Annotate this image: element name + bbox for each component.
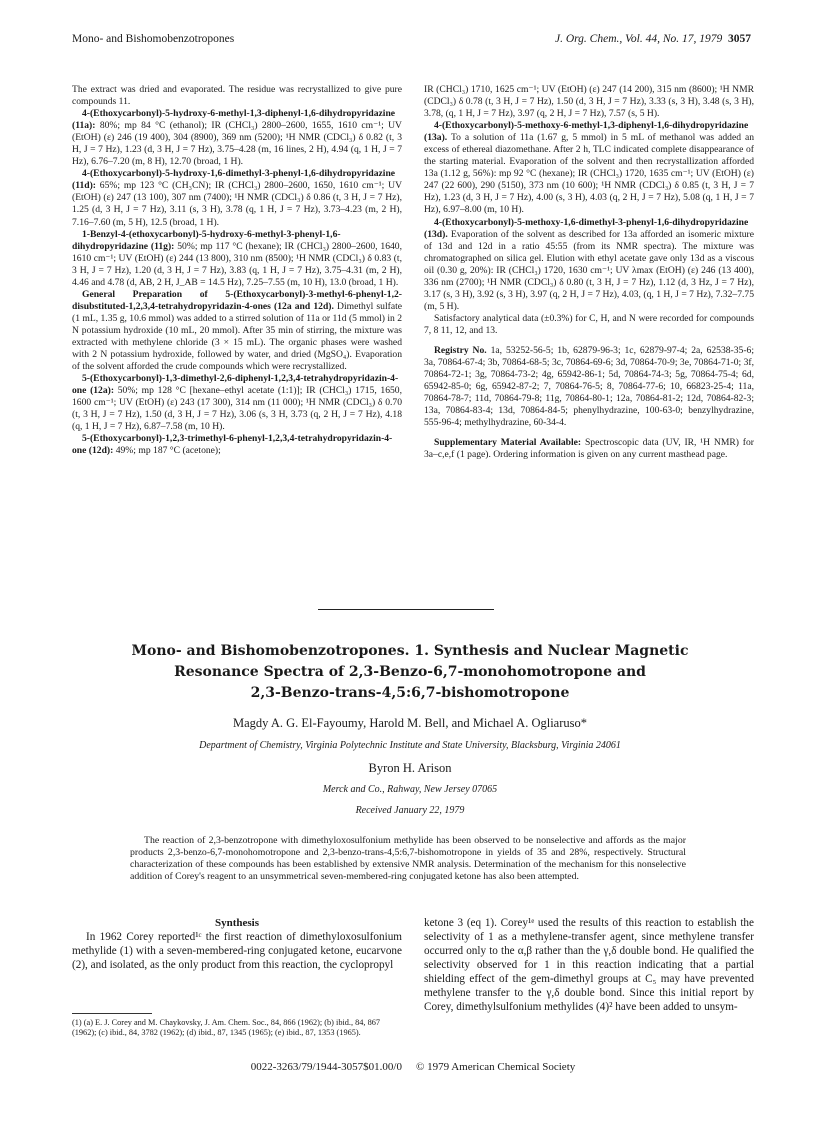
footnote: (1) (a) E. J. Corey and M. Chaykovsky, J. Am. Chem. Soc., 84, 866 (1962); (b) ibid., 84, 867 (1962); (c) ibid., 84, 3782 (1962); (d) ibid., 87, 1345 (1965); (e) ibid., 87, 1353 (1965). bbox=[72, 1018, 381, 1038]
paragraph-text: 50%; mp 117 °C (hexane); IR (CHCl₃) 2800–2600, 1640, 1610 cm⁻¹; UV (EtOH) (ε) 244 (13 800), 310 nm (8500); ¹H NMR (CDCl₃) δ 0.83 (t, 3 H, J = 7 Hz), 1.20 (d, 3 H, J = 7 Hz), 3.83 (q, 1 H, J = 7 Hz), 3.75–4.31 (m, 2 H), 4.46 and 4.78 (d, AB, 2 H, J_AB = 14.5 Hz), 7.25–7.55 (m, 10 H), 13.0 (broad, 1 H). bbox=[72, 240, 402, 288]
paragraph bbox=[72, 289, 402, 373]
abstract: The reaction of 2,3-benzotropone with dimethyloxosulfonium methylide has been observed to be nonselective and affords as the major products 2,3-benzo-6,7-monohomotropone and 2,3-benzo-trans-4,5:6,7-bishomotropone in yields of 35 and 28%, respectively. Structural characterization of these compounds has been established by extensive NMR analysis. Determination of the mechanism for this nonselective addition of Corey's reagent to an unsymmetrical seven-membered-ring conjugated ketone has also been attempted. bbox=[130, 835, 686, 882]
paragraph-text: Dimethyl sulfate (1 mL, 1.35 g, 10.6 mmol) was added to a stirred solution of 11a or 11d (5 mmol) in 2 N potassium hydroxide (10 mL, 20 mmol). After 35 min of stirring, the mixture was extracted with methylene chloride (3 × 15 mL). The organic phases were washed with 2 N potassium hydroxide, followed by water, and dried (MgSO₄). Evaporation of the solvent afforded the crude compounds which were recrystallized. bbox=[72, 300, 402, 373]
body-text-left: In 1962 Corey reported¹ᶜ the first reaction of dimethyloxosulfonium methylide (1) with a seven-membered-ring conjugated ketone, eucarvone (2), and isolated, as the only product from this reaction, the cyclopropyl bbox=[72, 931, 402, 971]
body-text-right: ketone 3 (eq 1). Corey¹ᵉ used the results of this reaction to establish the selectivity of 1 as a methylene-transfer agent, since methylene transfer occurred only to the α,β rather than the γ,δ double bond. He qualified the selectivity observed for 1 in this reaction indicating that a partial shielding effect of the gem-dimethyl groups at C₅ may have prevented methylene transfer to the γ,δ double bond. Since this initial report by Corey, dimethylsulfonium methylides (4)² have been added to unsym- bbox=[424, 917, 754, 1013]
paragraph-text: 80%; mp 84 °C (ethanol); IR (CHCl₃) 2800–2600, 1655, 1610 cm⁻¹; UV (EtOH) (ε) 246 (19 400), 304 (8900), 369 nm (5200); ¹H NMR (CDCl₃) δ 0.82 (t, 3 H, J = 7 Hz), 1.23 (d, 3 H, J = 7 Hz), 3.75–4.28 (m, 16 lines, 2 H), 4.94 (q, 1 H, J = 7 Hz), 6.76–7.20 (m, 8 H), 12.70 (broad, 1 H). bbox=[72, 120, 402, 168]
compound-heading: 4-(Ethoxycarbonyl)-5-hydroxy-6-methyl-1,3-diphenyl-1,6-dihydropyridazine (11a): bbox=[72, 108, 396, 132]
article-separator bbox=[318, 609, 494, 610]
compound-heading: 1-Benzyl-4-(ethoxycarbonyl)-5-hydroxy-6-methyl-3-phenyl-1,6-dihydropyridazine (11g): bbox=[72, 228, 341, 252]
copyright: © 1979 American Chemical Society bbox=[415, 1061, 576, 1073]
paragraph bbox=[72, 433, 402, 457]
paragraph-text: IR (CHCl₃) 1710, 1625 cm⁻¹; UV (EtOH) (ε) 247 (14 200), 315 nm (8600); ¹H NMR (CDCl₃) δ 0.78 (t, 3 H, J = 7 Hz), 1.50 (d, 3 H, J = 7 Hz), 3.33 (s, 3 H), 3.48 (s, 3 H), 3.78, (q, 1 H, J = 7 Hz), 3.97 (q, 2 H, J = 7 Hz), 7.57 (s, 5 H). bbox=[424, 84, 754, 120]
second-affiliation: Merck and Co., Rahway, New Jersey 07065 bbox=[322, 784, 498, 795]
supplementary-text: Spectroscopic data (UV, IR, ¹H NMR) for 3a–c,e,f (1 page). Ordering information is given on any current masthead page. bbox=[424, 437, 754, 461]
running-head-title: Mono- and Bishomobenzotropones bbox=[72, 33, 235, 45]
paragraph-text: To a solution of 11a (1.67 g, 5 mmol) in 5 mL of methanol was added an excess of ethereal diazomethane. After 2 h, TLC indicated complete disappearance of the starting material. Evaporation of the solvent and then recrystallization afforded 13a (1.12 g, 56%): mp 92 °C (hexane); IR (CHCl₃) 1720, 1635 cm⁻¹; UV (EtOH) (ε) 247 (22 600), 290 (5150), 373 nm (10 600); ¹H NMR (CDCl₃) δ 0.85 (t, 3 H, J = 7 Hz), 1.23 (d, 3 H, J = 7 Hz), 4.00 (s, 3 H), 4.03 (q, 2 H, J = 7 Hz), 5.08 (q, 1 H, J = 7 Hz), 6.97–8.00 (m, 10 H). bbox=[424, 132, 754, 216]
author-list: Magdy A. G. El-Fayoumy, Harold M. Bell, and Michael A. Ogliaruso* bbox=[232, 716, 587, 730]
page-number: 3057 bbox=[728, 33, 751, 45]
procedure-heading: General Preparation of 5-(Ethoxycarbonyl)-3-methyl-6-phenyl-1,2-disubstituted-1,2,3,4-tetrahydropyridazin-4-ones (12a and 12d). bbox=[72, 288, 402, 312]
registry-numbers bbox=[424, 345, 754, 429]
page-footer bbox=[72, 1061, 754, 1073]
registry-heading: Registry No. bbox=[434, 344, 487, 356]
running-head-journal bbox=[555, 33, 751, 45]
paragraph bbox=[72, 84, 402, 108]
left-experimental-column bbox=[72, 84, 402, 457]
article-title bbox=[120, 641, 700, 704]
compound-heading: 4-(Ethoxycarbonyl)-5-hydroxy-1,6-dimethyl-3-phenyl-1,6-dihydropyridazine (11d): bbox=[72, 168, 396, 192]
article-code: 0022-3263/79/1944-3057$01.00/0 bbox=[250, 1061, 402, 1073]
paragraph bbox=[72, 108, 402, 168]
supplementary-heading: Supplementary Material Available: bbox=[434, 437, 582, 449]
title-line: Mono- and Bishomobenzotropones. 1. Synthesis and Nuclear Magnetic bbox=[131, 643, 689, 659]
paragraph bbox=[72, 229, 402, 289]
paragraph-text: The extract was dried and evaporated. The residue was recrystallized to give pure compounds 11. bbox=[72, 84, 402, 108]
supplementary-material bbox=[424, 437, 754, 461]
title-line: 2,3-Benzo-trans-4,5:6,7-bishomotropone bbox=[250, 685, 570, 701]
compound-heading: 5-(Ethoxycarbonyl)-1,3-dimethyl-2,6-diphenyl-1,2,3,4-tetrahydropyridazin-4-one (12a): bbox=[72, 373, 399, 397]
second-author: Byron H. Arison bbox=[368, 761, 452, 775]
paragraph-text: Satisfactory analytical data (±0.3%) for C, H, and N were recorded for compounds 7, 8 11, 12, and 13. bbox=[424, 312, 754, 336]
affiliation: Department of Chemistry, Virginia Polytechnic Institute and State University, Blacksburg, Virginia 24061 bbox=[199, 740, 621, 751]
paragraph bbox=[424, 120, 754, 216]
paragraph-text: 50%; mp 128 °C [hexane–ethyl acetate (1:1)]; IR (CHCl₃) 1715, 1650, 1600 cm⁻¹; UV (EtOH) (ε) 243 (17 300), 314 nm (11 000); ¹H NMR (CDCl₃) δ 0.70 (t, 3 H, J = 7 Hz), 1.50 (d, 3 H, J = 7 Hz), 3.06 (s, 3 H, 3.73 (q, 2 H, J = 7 Hz), 4.18 (q, 1 H, J = 7 Hz), 6.87–7.58 (m, 10 H). bbox=[72, 385, 402, 433]
footnote-rule bbox=[72, 1013, 152, 1014]
paragraph bbox=[424, 84, 754, 120]
right-experimental-column bbox=[424, 84, 754, 461]
paragraph bbox=[72, 168, 402, 228]
registry-text: 1a, 53252-56-5; 1b, 62879-96-3; 1c, 62879-97-4; 2a, 62538-35-6; 3a, 70864-67-4; 3b, 70864-68-5; 3c, 70864-69-6; 3d, 70864-70-9; 3e, 70864-71-0; 3f, 70864-72-1; 3g, 70864-73-2; 4g, 65942-86-1; 5d, 70864-74-3; 5g, 70864-75-4; 6d, 65942-85-0; 6g, 65942-87-2; 7, 70864-76-5; 8, 70864-77-6; 10, 66823-25-4; 11a, 70864-78-7; 11d, 70864-79-8; 11g, 70864-80-1; 12a, 70864-81-2; 12d, 70864-82-3; 13a, 70864-83-4; 13d, 70864-84-5; phenylhydrazine, 100-63-0; benzylhydrazine, 555-96-4; methylhydrazine, 60-34-4. bbox=[424, 344, 755, 429]
compound-heading: 5-(Ethoxycarbonyl)-1,2,3-trimethyl-6-phenyl-1,2,3,4-tetrahydropyridazin-4-one (12d): bbox=[72, 433, 393, 457]
section-heading: Synthesis bbox=[214, 917, 260, 929]
compound-heading: 4-(Ethoxycarbonyl)-5-methoxy-6-methyl-1,3-diphenyl-1,6-dihydropyridazine (13a). bbox=[424, 120, 749, 144]
paragraph bbox=[424, 217, 754, 313]
paragraph-text: Evaporation of the solvent as described for 13a afforded an isomeric mixture of 13d and 12d in a ratio 45:55 (from its NMR spectra). The mixture was chromatographed on silica gel. Elution with ethyl acetate gave only 13d as a viscous oil (0.30 g, 20%): IR (CHCl₃) 1720, 1630 cm⁻¹; UV λmax (EtOH) (ε) 246 (13 400), 336 nm (2700); ¹H NMR (CDCl₃) δ 0.80 (t, 3 H, J = 7 Hz), 1.12 (d, 3 Hz, J = 7 Hz), 3.17 (s, 3 H), 3.92 (s, 3 H), 3.97 (q, 2 H, J = 7 Hz), 4.03, (q, 1 H, J = 7 Hz), 7.32–7.75 (m, 5 H). bbox=[424, 228, 754, 312]
journal-citation: J. Org. Chem., Vol. 44, No. 17, 1979 bbox=[554, 33, 723, 45]
compound-heading: 4-(Ethoxycarbonyl)-5-methoxy-1,6-dimethyl-3-phenyl-1,6-dihydropyridazine (13d). bbox=[424, 216, 749, 240]
paragraph-text: 65%; mp 123 °C (CH₃CN); IR (CHCl₃) 2800–2600, 1650, 1610 cm⁻¹; UV (EtOH) (ε) 247 (13 100), 307 nm (7400); ¹H NMR (CDCl₃) δ 0.86 (t, 3 H, J = 7 Hz), 1.25 (d, 3 H, J = 7 Hz), 3.11 (s, 3 H), 3.78 (q, 1 H, J = 7 Hz), 3.73–4.23 (m, 2 H), 7.16–7.60 (m, 5 H), 12.5 (broad, 1 H). bbox=[72, 180, 402, 228]
running-head bbox=[72, 33, 751, 49]
paragraph-text: 49%; mp 187 °C (acetone); bbox=[113, 445, 221, 457]
paragraph bbox=[72, 373, 402, 433]
received-date: Received January 22, 1979 bbox=[355, 805, 465, 816]
title-line: Resonance Spectra of 2,3-Benzo-6,7-monohomotropone and bbox=[174, 664, 646, 680]
paragraph bbox=[424, 313, 754, 337]
